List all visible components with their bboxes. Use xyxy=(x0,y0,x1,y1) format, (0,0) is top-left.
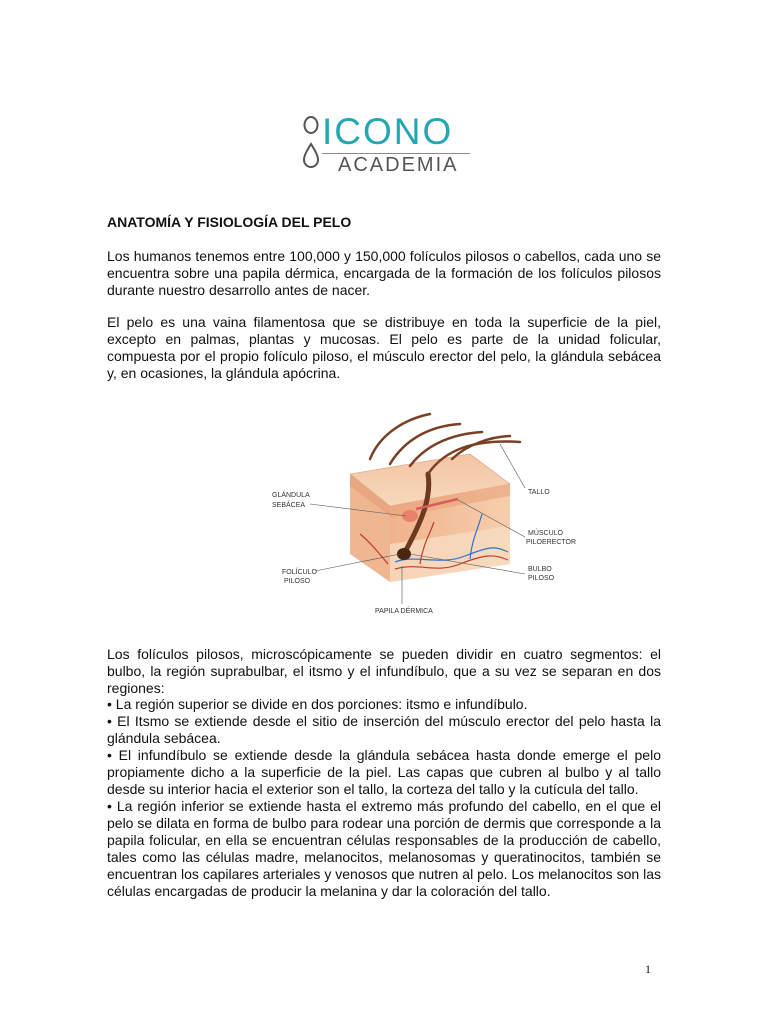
label-bulbo-line1: BULBO xyxy=(528,566,552,573)
label-glandula-line1: GLÁNDULA xyxy=(272,492,310,499)
hair-anatomy-figure xyxy=(220,404,640,626)
label-glandula-line2: SEBÁCEA xyxy=(272,502,306,509)
label-foliculo-line2: PILOSO xyxy=(284,578,311,585)
list-item: • El infundíbulo se extiende desde la glándula sebácea hasta donde emerge el pelo propiamente dicho a la superficie de la piel. Las capas que cubren al bulbo y al tallo desde su interior hacia el exterior son el tallo, la corteza del tallo y la cutícula del tallo. xyxy=(107,747,661,797)
page-title: ANATOMÍA Y FISIOLOGÍA DEL PELO xyxy=(107,214,352,230)
paragraph-segments: Los folículos pilosos, microscópicamente se pueden dividir en cuatro segmentos: el bulbo, la región suprabulbar, el itsmo y el infundíbulo, que a su vez se separan en dos regiones: xyxy=(107,646,661,696)
paragraph-hair-definition: El pelo es una vaina filamentosa que se distribuye en toda la superficie de la piel, excepto en palmas, plantas y mucosas. El pelo es parte de la unidad folicular, compuesta por el propio folículo piloso, el músculo erector del pelo, la glándula sebácea y, en ocasiones, la glándula apócrina. xyxy=(107,314,661,381)
label-musculo-line2: PILOERECTOR xyxy=(526,539,577,546)
list-item: • La región inferior se extiende hasta el extremo más profundo del cabello, en el que el pelo se dilata en forma de bulbo para rodear una porción de dermis que corresponde a la papila folicular, en ella se encuentran células responsables de la producción de cabello, tales como las células madre, melanocitos, melanosomas y queratinocitos, también se encuentran los capilares arteriales y venosos que nutren al pelo. Los melanocitos son las células encargadas de producir la melanina y dar la coloración del tallo. xyxy=(107,798,661,899)
page-number: 1 xyxy=(645,962,651,976)
list-item: • La región superior se divide en dos porciones: itsmo e infundíbulo. xyxy=(107,696,528,712)
logo-main-text: ICONO xyxy=(322,111,454,152)
logo-sub-text: ACADEMIA xyxy=(338,154,459,176)
label-musculo-line1: MÚSCULO xyxy=(528,530,564,537)
paragraph-intro: Los humanos tenemos entre 100,000 y 150,000 folículos pilosos o cabellos, cada uno se encuentra sobre una papila dérmica, encargada de la formación de los folículos pilosos durante nuestro desarrollo antes de nacer. xyxy=(107,248,661,298)
logo-drops-icon xyxy=(302,114,320,174)
segments-list xyxy=(107,696,661,900)
label-papila: PAPILA DÉRMICA xyxy=(375,608,433,615)
label-foliculo-line1: FOLÍCULO xyxy=(282,569,318,576)
icono-academia-logo xyxy=(302,112,472,178)
label-bulbo-line2: PILOSO xyxy=(528,575,555,582)
label-tallo: TALLO xyxy=(528,489,550,496)
list-item: • El Itsmo se extiende desde el sitio de inserción del músculo erector del pelo hasta la glándula sebácea. xyxy=(107,713,661,746)
